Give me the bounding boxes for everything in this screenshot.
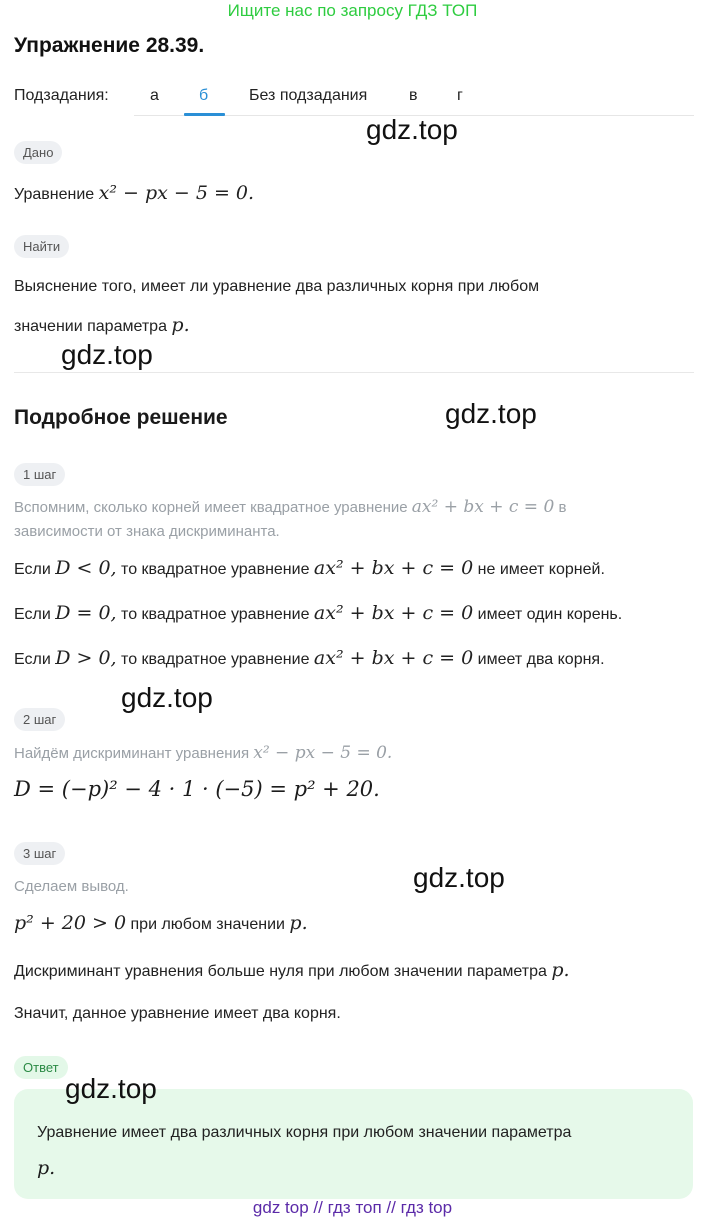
step3-line-2-text: Дискриминант уравнения больше нуля при любом значении параметра <box>14 963 547 980</box>
watermark: gdz.top <box>65 1073 157 1104</box>
answer-line-2: p. <box>37 1157 56 1179</box>
tab-v[interactable]: в <box>409 87 418 104</box>
step1-line-1 <box>14 556 605 582</box>
discriminant-formula: D = (−p)² − 4 · 1 · (−5) = p² + 20. <box>14 777 380 801</box>
given-text <box>14 181 254 207</box>
solution-heading: Подробное решение <box>14 406 228 429</box>
step3-line-1-text: при любом значении <box>130 916 285 933</box>
watermark: gdz.top <box>61 339 153 370</box>
given-prefix: Уравнение <box>14 186 95 203</box>
step1-chip: 1 шаг <box>14 463 65 486</box>
result-one-root: имеет один корень. <box>477 606 623 623</box>
step1-line-2 <box>14 601 622 627</box>
watermark: gdz.top <box>366 114 458 145</box>
quadratic-equation: ax² + bx + c = 0 <box>313 602 474 624</box>
answer-line-1: Уравнение имеет два различных корня при любом значении параметра <box>37 1124 572 1141</box>
given-chip: Дано <box>14 141 62 164</box>
find-chip: Найти <box>14 235 69 258</box>
section-divider <box>14 372 694 373</box>
step1-hint-in: в <box>558 499 567 516</box>
param-p: p. <box>551 959 570 981</box>
then-label: то квадратное уравнение <box>121 651 310 668</box>
step2-chip-wrap <box>14 708 65 731</box>
inequality: p² + 20 > 0 <box>14 912 127 934</box>
result-no-roots: не имеет корней. <box>477 561 605 578</box>
top-banner[interactable]: Ищите нас по запросу ГДЗ ТОП <box>227 1 478 20</box>
step1-hint-rest: зависимости от знака дискриминанта. <box>14 522 280 540</box>
quadratic-equation: ax² + bx + c = 0 <box>313 557 474 579</box>
step1-hint <box>14 495 654 543</box>
page-title: Упражнение 28.39. <box>14 34 205 57</box>
step3-hint: Сделаем вывод. <box>14 878 129 895</box>
footer-links[interactable]: gdz top // гдз топ // гдз top <box>252 1198 453 1217</box>
find-line-2 <box>14 313 190 339</box>
if-label: Если <box>14 651 51 668</box>
find-chip-wrap <box>14 235 69 258</box>
quadratic-equation: ax² + bx + c = 0 <box>313 647 474 669</box>
watermark: gdz.top <box>413 862 505 893</box>
find-line-2-var: p. <box>171 314 190 336</box>
given-chip-wrap <box>14 141 62 164</box>
watermark: gdz.top <box>445 398 537 429</box>
if-label: Если <box>14 606 51 623</box>
find-line-1: Выяснение того, имеет ли уравнение два различных корня при любом <box>14 278 540 295</box>
condition-d-greater: D > 0, <box>55 647 117 669</box>
condition-d-less: D < 0, <box>55 557 117 579</box>
watermark: gdz.top <box>121 682 213 713</box>
step2-chip: 2 шаг <box>14 708 65 731</box>
tab-a[interactable]: а <box>150 87 159 104</box>
step3-line-1 <box>14 911 308 937</box>
result-two-roots: имеет два корня. <box>477 651 605 668</box>
step1-line-3 <box>14 646 605 672</box>
subtasks-label: Подзадания: <box>14 87 109 104</box>
step1-hint-text: Вспомним, сколько корней имеет квадратное уравнение <box>14 499 408 516</box>
step3-line-2 <box>14 958 570 984</box>
then-label: то квадратное уравнение <box>121 606 310 623</box>
tab-b[interactable]: б <box>199 87 209 104</box>
answer-box <box>14 1089 693 1199</box>
param-p: p. <box>289 912 308 934</box>
step3-chip-wrap <box>14 842 65 865</box>
given-equation: x² − px − 5 = 0. <box>98 182 255 204</box>
step1-chip-wrap <box>14 463 65 486</box>
tab-g[interactable]: г <box>457 87 463 104</box>
tab-no-subtask[interactable]: Без подзадания <box>249 87 368 104</box>
answer-chip: Ответ <box>14 1056 68 1079</box>
step3-line-3: Значит, данное уравнение имеет два корня. <box>14 1005 341 1022</box>
step2-hint <box>14 741 392 767</box>
condition-d-equal: D = 0, <box>55 602 117 624</box>
answer-chip-wrap <box>14 1056 68 1079</box>
then-label: то квадратное уравнение <box>121 561 310 578</box>
step2-hint-eq: x² − px − 5 = 0. <box>253 743 393 763</box>
active-tab-indicator <box>184 113 225 116</box>
find-line-2-prefix: значении параметра <box>14 318 167 335</box>
step2-hint-text: Найдём дискриминант уравнения <box>14 745 250 762</box>
if-label: Если <box>14 561 51 578</box>
step3-chip: 3 шаг <box>14 842 65 865</box>
step1-hint-eq: ax² + bx + c = 0 <box>411 497 555 517</box>
